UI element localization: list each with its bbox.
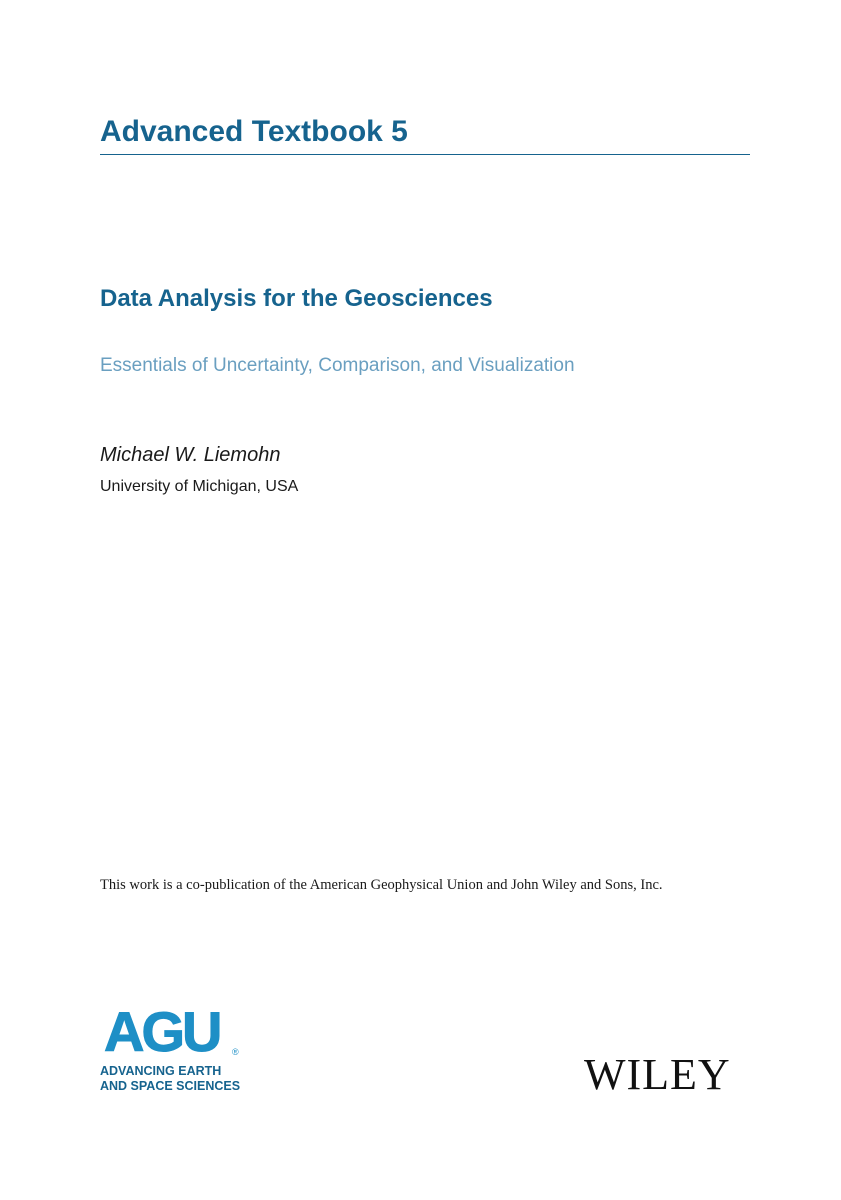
agu-logo-tagline: ADVANCING EARTH AND SPACE SCIENCES xyxy=(100,1064,241,1093)
copublication-note: This work is a co-publication of the American Geophysical Union and John Wiley and Sons, Inc. xyxy=(100,877,663,893)
wiley-logo: WILEY xyxy=(584,1050,731,1099)
book-subtitle: Essentials of Uncertainty, Comparison, and Visualization xyxy=(100,355,575,376)
agu-logo-mark: AGU xyxy=(104,1000,220,1063)
author-affiliation: University of Michigan, USA xyxy=(100,478,299,495)
agu-logo xyxy=(100,1000,260,1096)
book-title: Data Analysis for the Geosciences xyxy=(100,285,493,312)
author-name: Michael W. Liemohn xyxy=(100,444,281,466)
series-title-rule xyxy=(100,154,750,155)
series-title: Advanced Textbook 5 xyxy=(100,115,408,148)
registered-mark: ® xyxy=(232,1047,239,1057)
